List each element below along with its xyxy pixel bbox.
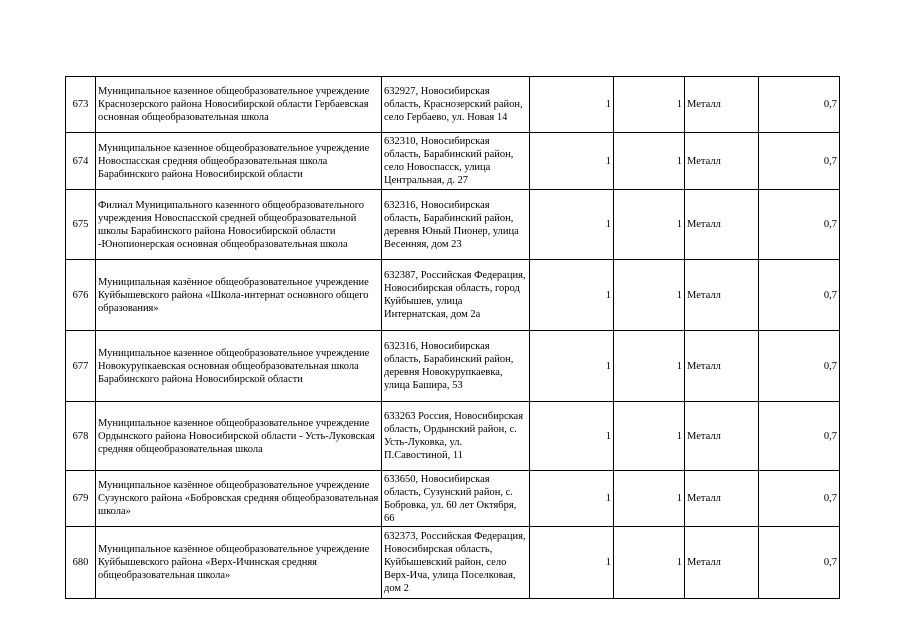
organization-address: 632373, Российская Федерация, Новосибирская область, Куйбышевский район, село Верх-Ича, улица Поселковая, дом 2 (384, 531, 526, 594)
material-cell (685, 260, 759, 331)
organization-name-cell (96, 471, 382, 527)
organization-address-cell (382, 471, 530, 527)
value: 0,7 (823, 289, 837, 301)
table-row (66, 190, 840, 260)
material: Металл (687, 219, 721, 230)
value-cell (759, 527, 840, 599)
quantity-1: 1 (605, 557, 611, 568)
value: 0,7 (823, 99, 837, 110)
row-number: 673 (72, 99, 89, 110)
quantity-2: 1 (676, 430, 682, 442)
table-row (66, 527, 840, 599)
organization-address: 632310, Новосибирская область, Барабинский район, село Новоспасск, улица Центральная, д. 27 (384, 136, 514, 186)
organization-address: 633263 Россия, Новосибирская область, Ордынский район, с. Усть-Луковка, ул. П.Савостиной, 11 (384, 411, 524, 461)
material-cell (685, 471, 759, 527)
row-number-cell (66, 190, 96, 260)
organization-name: Муниципальная казённое общеобразовательное учреждение Куйбышевского района «Школа-интернат основного общего образования» (98, 276, 369, 314)
organization-address-cell (382, 260, 530, 331)
material-cell (685, 402, 759, 471)
row-number-cell (66, 402, 96, 471)
organization-address: 632927, Новосибирская область, Краснозерский район, село Гербаево, ул. Новая 14 (384, 86, 523, 123)
quantity-1: 1 (605, 360, 611, 372)
quantity-1: 1 (605, 99, 611, 110)
organization-name-cell (96, 331, 382, 402)
quantity-2: 1 (676, 493, 682, 504)
quantity-2-cell (614, 260, 685, 331)
organization-address-cell (382, 527, 530, 599)
quantity-2-cell (614, 190, 685, 260)
quantity-1-cell (530, 331, 614, 402)
organization-address-cell (382, 77, 530, 133)
quantity-2: 1 (676, 557, 682, 568)
organization-address-cell (382, 133, 530, 190)
row-number-cell (66, 527, 96, 599)
value-cell (759, 77, 840, 133)
organization-name-cell (96, 190, 382, 260)
material: Металл (687, 430, 721, 442)
quantity-2: 1 (676, 99, 682, 110)
quantity-1: 1 (605, 155, 611, 167)
organization-name: Муниципальное казенное общеобразовательное учреждение Краснозерского района Новосибирской области Гербаевская основная общеобразовательная школа (98, 86, 370, 123)
organization-name: Муниципальное казённое общеобразовательное учреждение Куйбышевского района «Верх-Ичинская средняя общеобразовательная школа» (98, 544, 370, 581)
row-number-cell (66, 471, 96, 527)
value: 0,7 (823, 557, 837, 568)
material-cell (685, 77, 759, 133)
row-number: 679 (72, 493, 89, 504)
organization-address: 633650, Новосибирская область, Сузунский район, с. Бобровка, ул. 60 лет Октября, 66 (384, 473, 517, 524)
row-number: 675 (72, 219, 89, 230)
quantity-1-cell (530, 471, 614, 527)
organization-name-cell (96, 77, 382, 133)
row-number: 680 (72, 557, 89, 568)
organization-address: 632316, Новосибирская область, Барабинский район, деревня Юный Пионер, улица Весенняя, дом 23 (384, 199, 519, 250)
organization-address-cell (382, 190, 530, 260)
material-cell (685, 190, 759, 260)
material: Металл (687, 155, 721, 167)
organization-address: 632387, Российская Федерация, Новосибирская область, город Куйбышев, улица Интернатская, дом 2а (384, 270, 526, 320)
quantity-1-cell (530, 133, 614, 190)
registry-body (66, 77, 840, 599)
table-row (66, 260, 840, 331)
row-number-cell (66, 77, 96, 133)
quantity-1: 1 (605, 493, 611, 504)
value-cell (759, 260, 840, 331)
quantity-2: 1 (676, 289, 682, 301)
material-cell (685, 527, 759, 599)
row-number: 674 (72, 155, 89, 167)
organization-name: Муниципальное казенное общеобразовательное учреждение Новоспасская средняя общеобразовательная школа Барабинского района Новосибирской области (98, 142, 370, 180)
row-number: 676 (72, 289, 89, 301)
table-row (66, 331, 840, 402)
material: Металл (687, 360, 721, 372)
table-row (66, 471, 840, 527)
value: 0,7 (823, 493, 837, 504)
row-number-cell (66, 260, 96, 331)
organization-name-cell (96, 402, 382, 471)
quantity-2-cell (614, 471, 685, 527)
organization-name: Муниципальное казенное общеобразовательное учреждение Новокурупкаевская основная общеобразовательная школа Барабинского района Новосибирской области (98, 347, 370, 385)
organization-name-cell (96, 260, 382, 331)
organization-address-cell (382, 402, 530, 471)
organization-name: Муниципальное казенное общеобразовательное учреждение Ордынского района Новосибирской области - Усть-Луковская средняя общеобразовательная школа (98, 417, 375, 455)
organization-name: Филиал Муниципального казенного общеобразовательного учреждения Новоспасской средней общеобразовательной школы Барабинского района Новосибирской области -Юнопионерская основная общеобразовательная школа (98, 199, 365, 250)
quantity-1-cell (530, 77, 614, 133)
material: Металл (687, 493, 721, 504)
organization-address: 632316, Новосибирская область, Барабинский район, деревня Новокурупкаевка, улица Башира, 53 (384, 341, 514, 391)
value-cell (759, 402, 840, 471)
quantity-2-cell (614, 133, 685, 190)
quantity-1-cell (530, 527, 614, 599)
table-row (66, 77, 840, 133)
quantity-2-cell (614, 402, 685, 471)
value: 0,7 (823, 155, 837, 167)
value-cell (759, 133, 840, 190)
row-number-cell (66, 331, 96, 402)
quantity-1-cell (530, 260, 614, 331)
material: Металл (687, 557, 721, 568)
material: Металл (687, 289, 721, 301)
quantity-2-cell (614, 331, 685, 402)
row-number-cell (66, 133, 96, 190)
row-number: 677 (72, 360, 89, 372)
value-cell (759, 331, 840, 402)
organization-name-cell (96, 527, 382, 599)
quantity-1: 1 (605, 430, 611, 442)
quantity-1: 1 (605, 289, 611, 301)
organization-address-cell (382, 331, 530, 402)
quantity-2-cell (614, 527, 685, 599)
organization-name: Муниципальное казённое общеобразовательное учреждение Сузунского района «Бобровская средняя общеобразовательная школа» (98, 480, 379, 517)
value: 0,7 (823, 219, 837, 230)
quantity-1-cell (530, 190, 614, 260)
quantity-2: 1 (676, 219, 682, 230)
registry-table (65, 76, 840, 599)
organization-name-cell (96, 133, 382, 190)
material-cell (685, 331, 759, 402)
material-cell (685, 133, 759, 190)
quantity-2: 1 (676, 360, 682, 372)
quantity-2: 1 (676, 155, 682, 167)
row-number: 678 (72, 430, 89, 442)
value: 0,7 (823, 360, 837, 372)
value-cell (759, 471, 840, 527)
quantity-1: 1 (605, 219, 611, 230)
quantity-2-cell (614, 77, 685, 133)
quantity-1-cell (530, 402, 614, 471)
table-row (66, 402, 840, 471)
material: Металл (687, 99, 721, 110)
table-row (66, 133, 840, 190)
value-cell (759, 190, 840, 260)
value: 0,7 (823, 430, 837, 442)
